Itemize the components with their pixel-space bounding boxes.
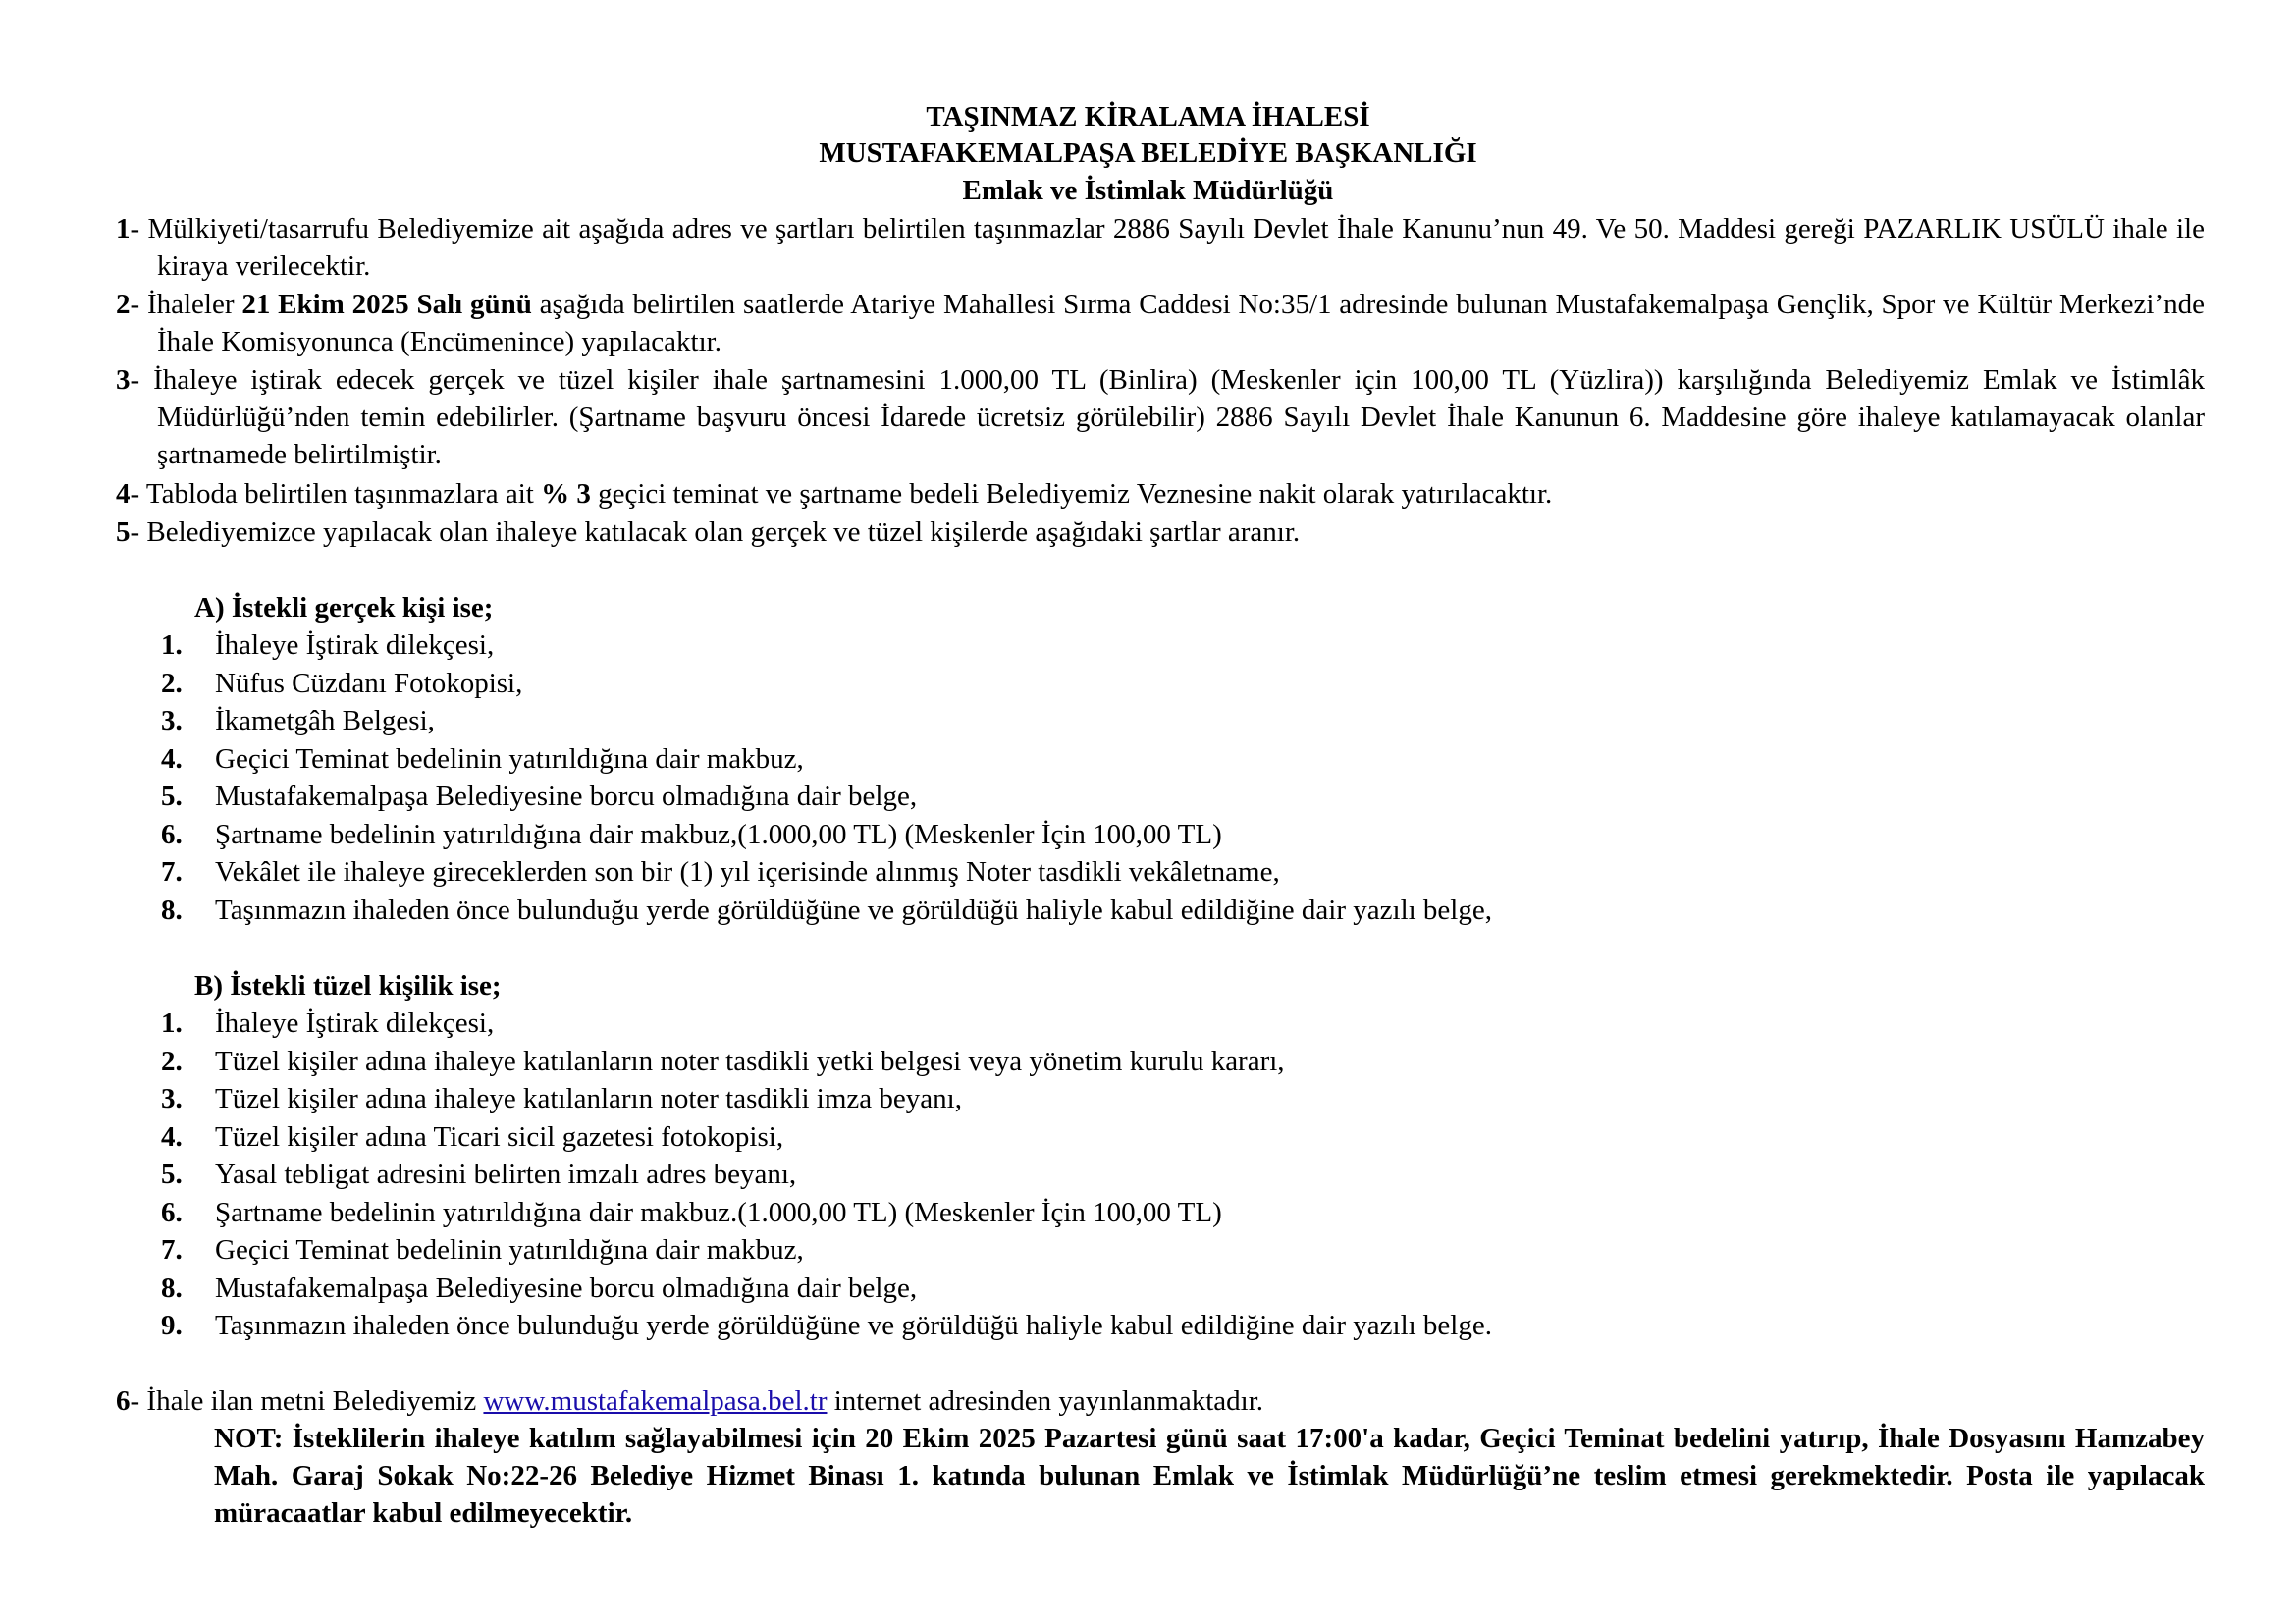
list-item: 7. Geçici Teminat bedelinin yatırıldığına dair makbuz, [161,1234,804,1266]
clause-2 [116,286,2205,360]
list-item: 5. Mustafakemalpaşa Belediyesine borcu olmadığına dair belge, [161,781,918,812]
list-item: 6. Şartname bedelinin yatırıldığına dair makbuz.(1.000,00 TL) (Meskenler İçin 100,00 TL) [161,1196,1222,1228]
clause-text: - İhaleler [130,289,242,320]
clause-text: - İhale ilan metni Belediyemiz [130,1385,484,1417]
clause-text: aşağıda belirtilen saatlerde Atariye Mahallesi Sırma Caddesi No:35/1 adresinde bulunan Mustafakemalpaşa Gençlik, Spor ve Kültür Merkezi’nde İhale Komisyonunca (Encümenince) yapılacaktır. [157,289,2205,357]
clause-6 [116,1382,1263,1420]
list-item: 4. Tüzel kişiler adına Ticari sicil gazetesi fotokopisi, [161,1120,784,1153]
section-b-title: B) İstekli tüzel kişilik ise; [194,970,502,1001]
institution-name: MUSTAFAKEMALPAŞA BELEDİYE BAŞKANLIĞI [819,137,1477,169]
clause-number: 1 [116,213,131,244]
guarantee-percent: % 3 [541,478,591,510]
list-item: 3. Tüzel kişiler adına ihaleye katılanların noter tasdikli imza beyanı, [161,1083,962,1114]
list-item: 9. Taşınmazın ihaleden önce bulunduğu yerde görüldüğüne ve görüldüğü haliyle kabul edildiğine dair yazılı belge. [161,1310,1492,1341]
list-item: 6. Şartname bedelinin yatırıldığına dair makbuz,(1.000,00 TL) (Meskenler İçin 100,00 TL) [161,818,1222,850]
list-item: 1. İhaleye İştirak dilekçesi, [161,1007,495,1039]
section-a-list [161,626,1492,929]
list-item: 2. Nüfus Cüzdanı Fotokopisi, [161,667,523,699]
clause-text: - Tabloda belirtilen taşınmazlara ait [130,478,542,510]
note-paragraph: NOT: İsteklilerin ihaleye katılım sağlayabilmesi için 20 Ekim 2025 Pazartesi günü saat 17:00'a kadar, Geçici Teminat bedelini yatırıp, İhale Dosyasını Hamzabey Mah. Garaj Sokak No:22-26 Belediye Hizmet Binası 1. katında bulunan Emlak ve İstimlak Müdürlüğü’ne teslim etmesi gerekmektedir. Posta ile yapılacak müracaatlar kabul edilmeyecektir. [214,1423,2205,1529]
list-item: 1. İhaleye İştirak dilekçesi, [161,629,495,661]
clause-text: - Belediyemizce yapılacak olan ihaleye katılacak olan gerçek ve tüzel kişilerde aşağıdaki şartlar aranır. [130,516,1301,548]
clause-number: 6 [116,1385,131,1417]
section-b-list [161,1004,1492,1345]
clause-number: 3 [116,364,131,396]
list-item: 8. Taşınmazın ihaleden önce bulunduğu yerde görüldüğüne ve görüldüğü haliyle kabul edildiğine dair yazılı belge, [161,893,1492,926]
clause-text: - Mülkiyeti/tasarrufu Belediyemize ait aşağıda adres ve şartları belirtilen taşınmazlar 2886 Sayılı Devlet İhale Kanunu’nun 49. Ve 50. Maddesi gereği PAZARLIK USÜLÜ ihale ile kiraya verilecektir. [130,213,2205,282]
document-title: TAŞINMAZ KİRALAMA İHALESİ [926,101,1370,133]
clause-text: geçici teminat ve şartname bedeli Belediyemiz Veznesine nakit olarak yatırılacaktır. [590,478,1553,510]
clause-3 [116,361,2205,473]
department-name: Emlak ve İstimlak Müdürlüğü [962,175,1334,206]
clause-1 [116,210,2205,285]
tender-date: 21 Ekim 2025 Salı günü [241,289,532,320]
clause-text: internet adresinden yayınlanmaktadır. [827,1385,1263,1417]
list-item: 2. Tüzel kişiler adına ihaleye katılanların noter tasdikli yetki belgesi veya yönetim kurulu kararı, [161,1045,1285,1077]
clause-number: 4 [116,478,131,510]
clause-number: 5 [116,516,131,548]
clause-4 [116,475,2205,513]
list-item: 3. İkametgâh Belgesi, [161,705,435,736]
list-item: 8. Mustafakemalpaşa Belediyesine borcu olmadığına dair belge, [161,1272,918,1304]
list-item: 5. Yasal tebligat adresini belirten imzalı adres beyanı, [161,1159,797,1190]
clause-text: - İhaleye iştirak edecek gerçek ve tüzel kişiler ihale şartnamesini 1.000,00 TL (Binlira) (Meskenler için 100,00 TL (Yüzlira)) karşılığında Belediyemiz Emlak ve İstimlâk Müdürlüğü’nden temin edebilirler. (Şartname başvuru öncesi İdarede ücretsiz görülebilir) 2886 Sayılı Devlet İhale Kanunun 6. Maddesine göre ihaleye katılamayacak olanlar şartnamede belirtilmiştir. [130,364,2205,470]
list-item: 7. Vekâlet ile ihaleye gireceklerden son bir (1) yıl içerisinde alınmış Noter tasdikli vekâletname, [161,856,1280,888]
clause-number: 2 [116,289,131,320]
list-item: 4. Geçici Teminat bedelinin yatırıldığına dair makbuz, [161,742,804,775]
section-a-title: A) İstekli gerçek kişi ise; [194,592,494,623]
website-link[interactable]: www.mustafakemalpasa.bel.tr [483,1385,828,1417]
clause-5 [116,514,2205,551]
